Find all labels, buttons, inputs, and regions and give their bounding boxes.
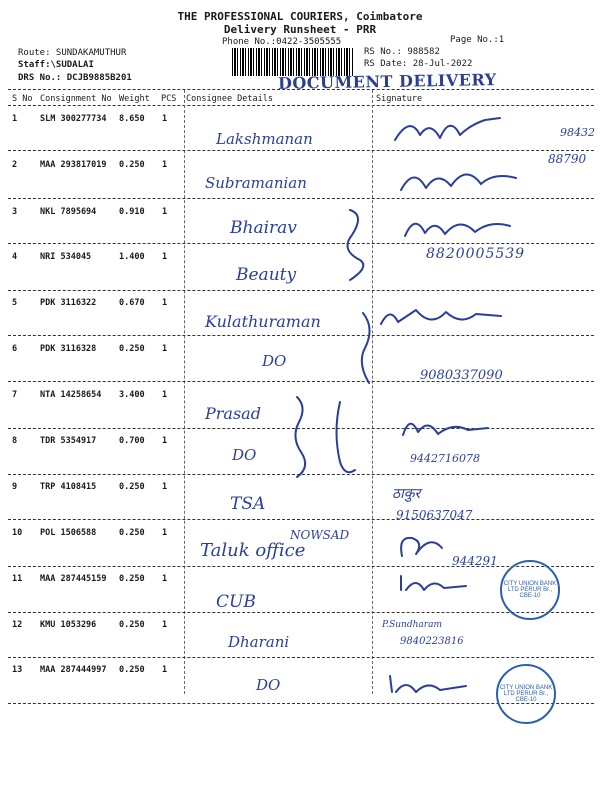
row-sno: 9 (12, 482, 18, 492)
row-consignment: TDR 5354917 (40, 436, 97, 446)
consignee-handwriting: Lakshmanan (216, 130, 313, 148)
row-pcs: 1 (162, 574, 168, 584)
row-consignment: MAA 287445159 (40, 574, 107, 584)
route: Route: SUNDAKAMUTHUR (18, 48, 127, 58)
row-consignment: SLM 300277734 (40, 114, 107, 124)
row-consignment: MAA 293817019 (40, 160, 107, 170)
row-rule (8, 519, 594, 520)
row-consignment: NKL 7895694 (40, 207, 97, 217)
signature-row-10 (394, 528, 454, 562)
bank-seal-stamp: CITY UNION BANK LTD PERUR Br., CBE-10 (496, 664, 556, 724)
row-consignment: KMU 1053296 (40, 620, 97, 630)
phone-number: Phone No.:0422-3505555 (222, 37, 342, 47)
staff: Staff:\SUDALAI (18, 60, 94, 70)
row-consignment: PDK 3116322 (40, 298, 97, 308)
document-delivery-stamp: DOCUMENT DELIVERY (277, 70, 497, 93)
row-pcs: 1 (162, 252, 168, 262)
runsheet-title: Delivery Runsheet - PRR (223, 23, 377, 36)
col-consignment: Consignment No (40, 94, 112, 104)
header-rule-top (8, 89, 594, 90)
row-consignment: TRP 4108415 (40, 482, 97, 492)
rs-number: RS No.: 988582 (364, 47, 440, 57)
row-pcs: 1 (162, 207, 168, 217)
col-sno: S No (12, 94, 33, 104)
row-weight: 0.250 (119, 574, 145, 584)
col-weight: Weight (119, 94, 150, 104)
phone-handwriting: 944291 (452, 554, 498, 568)
row-weight: 3.400 (119, 390, 145, 400)
row-pcs: 1 (162, 298, 168, 308)
signature-row-13 (384, 672, 474, 698)
row-rule (8, 243, 594, 244)
bank-seal-stamp: CITY UNION BANK LTD PERUR Br., CBE-10 (500, 560, 560, 620)
row-rule (8, 335, 594, 336)
consignee-handwriting: Dharani (228, 633, 290, 651)
row-rule (8, 198, 594, 199)
phone-handwriting: 9150637047 (396, 508, 473, 522)
consignee-handwriting: Kulathuraman (205, 312, 321, 331)
row-weight: 0.910 (119, 207, 145, 217)
drs-number: DRS No.: DCJB9885B201 (18, 73, 132, 83)
row-rule (8, 566, 594, 567)
consignee-handwriting: Beauty (236, 265, 297, 285)
phone-handwriting: 9840223816 (400, 636, 464, 647)
row-rule (8, 381, 594, 382)
row-sno: 4 (12, 252, 18, 262)
row-pcs: 1 (162, 436, 168, 446)
phone-handwriting: 88790 (548, 152, 587, 166)
consignee-handwriting: Subramanian (205, 174, 307, 192)
row-weight: 0.670 (119, 298, 145, 308)
signature-row-5 (376, 300, 506, 332)
row-weight: 0.700 (119, 436, 145, 446)
barcode (232, 48, 354, 76)
consignee-divider (184, 90, 185, 694)
row-rule (8, 150, 594, 151)
row-sno: 7 (12, 390, 18, 400)
row-sno: 8 (12, 436, 18, 446)
consignee-handwriting: DO (256, 676, 281, 694)
consignee-handwriting: DO (262, 352, 287, 370)
row-weight: 0.250 (119, 620, 145, 630)
phone-handwriting: 9080337090 (420, 368, 503, 383)
consignee-handwriting: TSA (230, 494, 266, 514)
row-weight: 0.250 (119, 665, 145, 675)
row-pcs: 1 (162, 665, 168, 675)
consignee-handwriting: CUB (216, 592, 256, 612)
signature-row-11 (396, 570, 476, 596)
row-sno: 1 (12, 114, 18, 124)
signature-row-2 (396, 158, 526, 198)
row-consignment: PDK 3116328 (40, 344, 97, 354)
signature-row-1 (390, 110, 510, 150)
signature-divider (372, 90, 373, 694)
consignee-handwriting: Bhairav (230, 218, 297, 238)
signature-row-8 (398, 410, 498, 440)
row-consignment: NTA 14258654 (40, 390, 102, 400)
col-signature: Signature (376, 94, 423, 104)
row-weight: 0.250 (119, 528, 145, 538)
row-pcs: 1 (162, 620, 168, 630)
row-pcs: 1 (162, 344, 168, 354)
row-pcs: 1 (162, 482, 168, 492)
row-weight: 8.650 (119, 114, 145, 124)
row-consignment: POL 1506588 (40, 528, 97, 538)
brace-mark (330, 205, 380, 285)
row-sno: 6 (12, 344, 18, 354)
row-sno: 10 (12, 528, 23, 538)
row-weight: 1.400 (119, 252, 145, 262)
row-sno: 12 (12, 620, 23, 630)
consignee-handwriting-note: NOWSAD (290, 528, 350, 542)
signature-row-9: ठाकुर (392, 486, 421, 502)
row-rule (8, 612, 594, 613)
row-pcs: 1 (162, 160, 168, 170)
consignee-handwriting: Prasad (205, 404, 261, 423)
row-sno: 5 (12, 298, 18, 308)
row-consignment: MAA 287444997 (40, 665, 107, 675)
row-consignment: NRI 534045 (40, 252, 92, 262)
consignee-handwriting: DO (232, 446, 257, 464)
company-name: THE PROFESSIONAL COURIERS, Coimbatore (177, 10, 423, 23)
row-sno: 3 (12, 207, 18, 217)
phone-handwriting: 8820005539 (426, 246, 526, 262)
signature-row-3 (400, 208, 520, 243)
row-pcs: 1 (162, 390, 168, 400)
row-weight: 0.250 (119, 160, 145, 170)
row-pcs: 1 (162, 114, 168, 124)
header-rule-bottom (8, 105, 594, 106)
row-sno: 11 (12, 574, 23, 584)
row-sno: 2 (12, 160, 18, 170)
phone-handwriting: 9442716078 (410, 452, 480, 465)
row-weight: 0.250 (119, 482, 145, 492)
page-number: Page No.:1 (450, 35, 505, 45)
row-weight: 0.250 (119, 344, 145, 354)
signature-row-12: P.Sundharam (382, 620, 442, 630)
col-consignee: Consignee Details (186, 94, 273, 104)
brace-mark (285, 392, 365, 482)
consignee-handwriting: Taluk office (200, 540, 306, 561)
rs-date: RS Date: 28-Jul-2022 (364, 59, 473, 69)
row-rule (8, 290, 594, 291)
row-sno: 13 (12, 665, 23, 675)
row-pcs: 1 (162, 528, 168, 538)
col-pcs: PCS (161, 94, 177, 104)
phone-handwriting: 98432 (560, 126, 595, 139)
row-rule (8, 657, 594, 658)
